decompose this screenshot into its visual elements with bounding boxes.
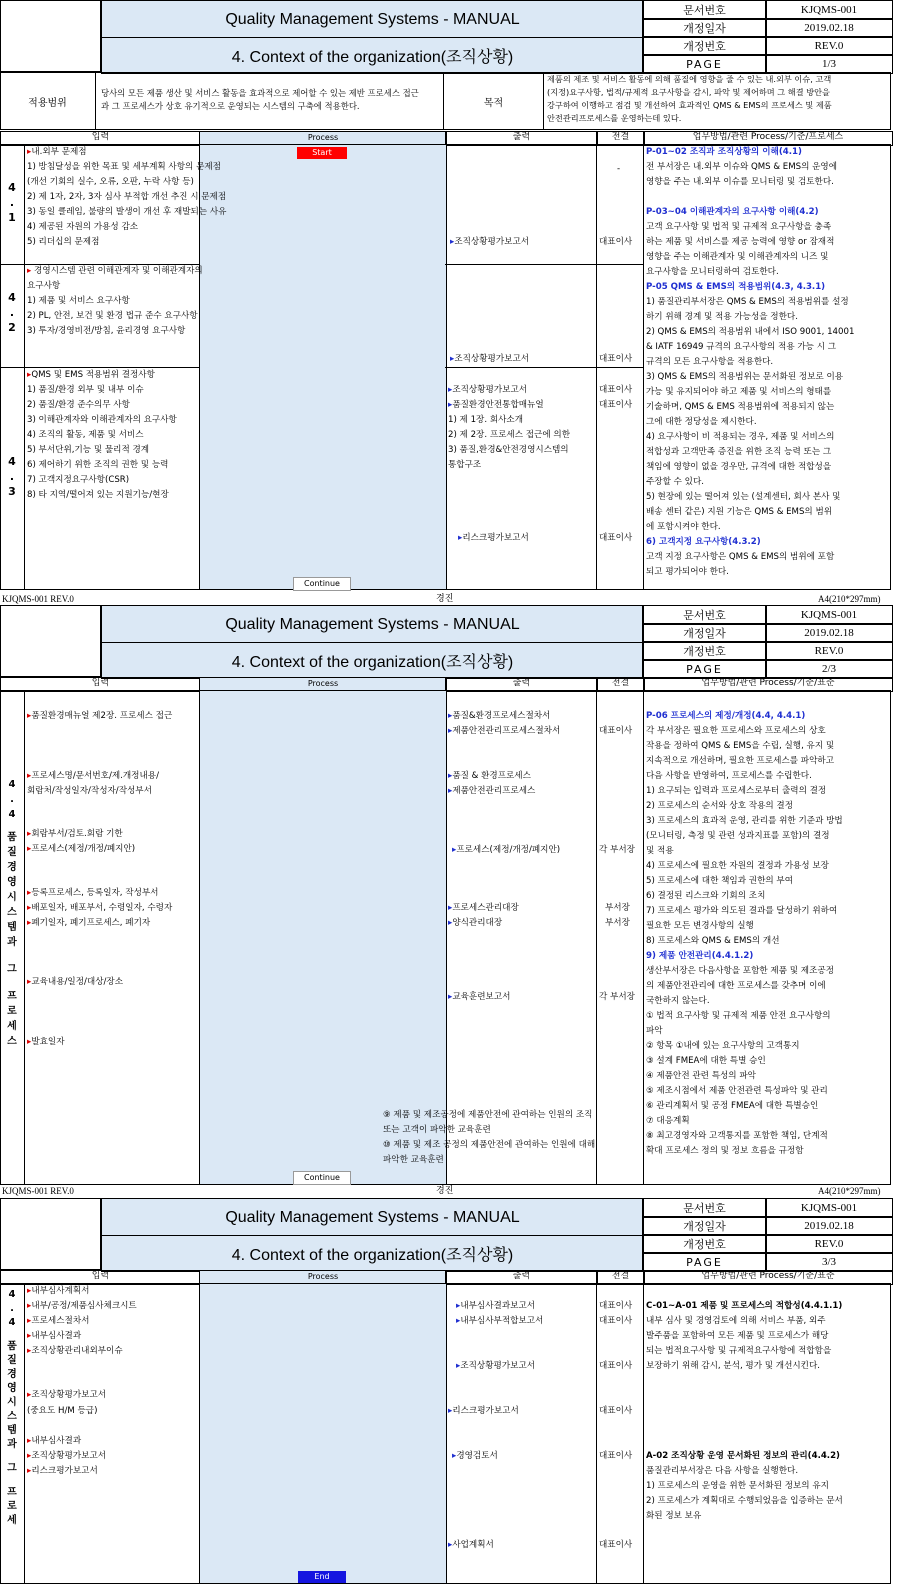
input-item: (개선 기회의 실수, 오류, 오판, 누락 사항 등) [27, 177, 194, 187]
approver: 대표이사 [599, 726, 633, 736]
col-process: Process [199, 131, 447, 146]
method-line: 8) 프로세스와 QMS & EMS의 개선 [646, 936, 780, 946]
approver: 대표이사 [599, 1451, 633, 1461]
method-line: 5) 프로세스에 대한 책임과 권한의 부여 [646, 876, 794, 886]
input-item: ▸내부/공정/제품심사체크시트 [27, 1301, 137, 1311]
method-line: 에 포함시켜야 한다. [646, 522, 721, 532]
input-item: ▸내부심사결과 [27, 1331, 82, 1341]
col-process: Process [199, 677, 447, 692]
section-4-1: 4 . 1 [8, 181, 16, 224]
output-item: ▸조직상황평가보고서 [456, 1361, 536, 1371]
revision-date-value: 2019.02.18 [765, 1216, 893, 1236]
method-line: 확대 프로세스 정의 및 정보 흐름을 규정함 [646, 1146, 804, 1156]
footer-right: A4(210*297mm) [818, 1186, 881, 1196]
input-item: ▸회람부서/검토.회람 기한 [27, 829, 123, 839]
input-item: ▸프로세스명/문서번호/제.개정내용/ [27, 771, 159, 781]
output-item: ▸사업계획서 [448, 1540, 494, 1550]
approver: 각 부서장 [599, 845, 635, 855]
col-method: 업무방법/관련 Process/기준/표준 [643, 1270, 893, 1285]
approver: 대표이사 [599, 385, 633, 395]
input-item: ▸내.외부 문제점 [27, 147, 87, 157]
purpose-label: 목적 [443, 72, 544, 130]
continue-button[interactable]: Continue [293, 577, 351, 591]
output-item: ▸내부심사결과보고서 [456, 1301, 536, 1311]
method-line: ④ 제품안전 관련 특성의 파악 [646, 1071, 756, 1081]
col-output: 출력 [445, 677, 598, 692]
input-item: ▸폐기일자, 폐기프로세스, 폐기자 [27, 918, 151, 928]
method-line: 2) QMS & EMS의 적용범위 내에서 ISO 9001, 14001 [646, 327, 855, 337]
page-label: PAGE [642, 659, 767, 679]
method-line: 2) 프로세스가 계획대로 수행되었음을 입증하는 문서 [646, 1496, 843, 1506]
revision-number-value: REV.0 [765, 36, 893, 56]
approver: 대표이사 [599, 1361, 633, 1371]
col-approve: 전결 [596, 1270, 645, 1285]
method-line: 하는 제품 및 서비스를 제공 능력에 영향 or 잠재적 [646, 237, 835, 247]
method-line: 기술하며, QMS & EMS 적용범위에 적용되지 않는 [646, 402, 835, 412]
approver: 대표이사 [599, 400, 633, 410]
scope-text-1: 당사의 모든 제품 생산 및 서비스 활동을 효과적으로 제어할 수 있는 제반 프로세스 접근 [101, 88, 419, 98]
training-note: 파악한 교육훈련 [383, 1155, 444, 1165]
output-item: ▸품질환경안전통합매뉴얼 [448, 400, 544, 410]
method-line: 국한하지 않는다. [646, 996, 710, 1006]
approver: 부서장 [605, 918, 630, 928]
approver: 대표이사 [599, 237, 633, 247]
input-item: ▸조직상황관리내외부이슈 [27, 1346, 123, 1356]
method-line: 5) 현장에 있는 떨어져 있는 (설계센터, 회사 본사 및 [646, 492, 841, 502]
input-item: 1) 품질/환경 외부 및 내부 이슈 [27, 385, 144, 395]
input-item: 3) 동일 클레임, 불량의 발생이 개선 후 재발되는 사유 [27, 207, 227, 217]
input-item: 회람처/작성일자/작성자/작성부서 [27, 786, 152, 796]
col-method: 업무방법/관련 Process/기준/표준 [643, 677, 893, 692]
revision-date-label: 개정일자 [642, 1216, 767, 1236]
method-line: 생산부서장은 다음사항을 포함한 제품 및 제조공정 [646, 966, 834, 976]
method-heading: A-02 조직상황 운영 문서화된 정보의 관리(4.4.2) [646, 1451, 840, 1461]
col-input: 입력 [0, 677, 201, 692]
method-line: 필요한 모든 변경사항의 실행 [646, 921, 754, 931]
output-item: ▸경영검토서 [452, 1451, 498, 1461]
method-line: ① 법적 요구사항 및 규제적 제품 안전 요구사항의 [646, 1011, 831, 1021]
method-line: 그에 대한 정당성을 제시한다. [646, 417, 757, 427]
input-item: 요구사항 [27, 281, 61, 291]
training-note: ⑩ 제품 및 제조 공정의 제품안전에 관여하는 인원에 대해 [383, 1140, 596, 1150]
output-item: ▸리스크평가보고서 [458, 533, 529, 543]
doc-number-value: KJQMS-001 [765, 1198, 893, 1218]
purpose-text-3: 강구하여 이행하고 점검 및 개선하여 효과적인 QMS & EMS의 프로세스 및 제품 [547, 100, 832, 110]
continue-button[interactable]: Continue [293, 1171, 351, 1185]
manual-subtitle: 4. Context of the organization(조직상황) [101, 37, 644, 74]
input-item: ▸프로세스(제정/개정/폐지안) [27, 844, 136, 854]
method-line: 2) 프로세스의 순서와 상호 작용의 결정 [646, 801, 794, 811]
method-line: 화된 정보 보유 [646, 1511, 702, 1521]
logo-cell [0, 605, 101, 677]
start-button[interactable]: Start [297, 147, 347, 159]
approver: 부서장 [605, 903, 630, 913]
input-item: 3) 투자/경영비전/방침, 윤리경영 요구사항 [27, 326, 186, 336]
section-4-3: 4 . 3 [8, 455, 16, 498]
method-line: 및 적용 [646, 846, 674, 856]
input-item: 3) 이해관계자와 이해관계자의 요구사항 [27, 415, 177, 425]
input-item: ▸리스크평가보고서 [27, 1466, 98, 1476]
footer-center: 경진 [436, 1185, 454, 1195]
method-line: 지속적으로 개선하며, 필요한 프로세스를 파악하고 [646, 756, 834, 766]
method-line: 영향을 주는 이해관계자 및 이해관계자의 니즈 및 [646, 252, 829, 262]
page-value: 1/3 [765, 54, 893, 74]
method-line: 작용을 정하여 QMS & EMS을 수립, 실행, 유지 및 [646, 741, 835, 751]
output-item: ▸품질&환경프로세스절차서 [448, 711, 551, 721]
method-line: 3) QMS & EMS의 적용범위는 문서화된 정보로 이용 [646, 372, 844, 382]
method-heading: P-05 QMS & EMS의 적용범위(4.3, 4.3.1) [646, 282, 826, 292]
input-item: 5) 리더십의 문제점 [27, 237, 100, 247]
output-item: 2) 제 2장. 프로세스 접근에 의한 [448, 430, 570, 440]
approver: 대표이사 [599, 1316, 633, 1326]
method-line: ⑦ 대응계획 [646, 1116, 690, 1126]
method-heading: P-06 프로세스의 제정/개정(4.4, 4.4.1) [646, 711, 806, 721]
approver: 각 부서장 [599, 992, 635, 1002]
purpose-text-4: 안전관리프로세스를 운영하는데 있다. [547, 113, 682, 123]
output-item: ▸교육훈련보고서 [448, 992, 511, 1002]
output-item: ▸조직상황평가보고서 [450, 354, 530, 364]
method-line: 주장할 수 있다. [646, 477, 705, 487]
revision-number-label: 개정번호 [642, 36, 767, 56]
revision-date-label: 개정일자 [642, 18, 767, 38]
doc-number-label: 문서번호 [642, 1198, 767, 1218]
revision-number-value: REV.0 [765, 1234, 893, 1254]
input-item: ▸배포일자, 배포부서, 수령일자, 수령자 [27, 903, 173, 913]
method-line: 고객 지정 요구사항은 QMS & EMS의 범위에 포함 [646, 552, 835, 562]
purpose-text-2: (지정)요구사항, 법적/규제적 요구사항을 감시, 파악 및 제어하며 그 해결 방안을 [547, 87, 830, 97]
training-note: ⑨ 제품 및 제조공정에 제품안전에 관여하는 인원의 조직 [383, 1110, 593, 1120]
method-line: 1) 품질관리부서장은 QMS & EMS의 적용범위를 설정 [646, 297, 849, 307]
manual-title: Quality Management Systems - MANUAL [101, 605, 644, 644]
input-item: 6) 제어하기 위한 조직의 권한 및 능력 [27, 460, 169, 470]
method-line: 3) 프로세스의 효과적 운영, 관리를 위한 기준과 방법 [646, 816, 843, 826]
output-item: ▸프로세스(제정/개정/폐지안) [452, 845, 561, 855]
revision-number-value: REV.0 [765, 641, 893, 661]
method-line: 다음 사항을 반영하여, 프로세스를 수립한다. [646, 771, 812, 781]
doc-number-label: 문서번호 [642, 605, 767, 625]
output-item: ▸내부심사부적합보고서 [456, 1316, 544, 1326]
method-heading: P-03~04 이해관계자의 요구사항 이해(4.2) [646, 207, 819, 217]
scope-label: 적용범위 [0, 72, 96, 130]
input-item: 8) 타 지역/떨어져 있는 지원기능/현장 [27, 490, 169, 500]
method-line: 요구사항을 모니터링하여 검토한다. [646, 267, 779, 277]
revision-date-value: 2019.02.18 [765, 18, 893, 38]
method-line: ② 항목 ①내에 있는 요구사항의 고객통지 [646, 1041, 800, 1051]
col-input: 입력 [0, 131, 201, 146]
method-line: 가능 및 유지되어야 하고 제품 및 서비스의 형태를 [646, 387, 832, 397]
input-item: 2) PL, 안전, 보건 및 환경 법규 준수 요구사항 [27, 311, 198, 321]
manual-page-3 [0, 1198, 901, 1586]
manual-title: Quality Management Systems - MANUAL [101, 1198, 644, 1237]
footer-left: KJQMS-001 REV.0 [2, 1186, 74, 1196]
scope-text-2: 과 그 프로세스가 상호 유기적으로 운영되는 시스템의 구축에 적용한다. [101, 101, 360, 111]
col-process: Process [199, 1270, 447, 1285]
method-line: 4) 요구사항이 비 적용되는 경우, 제품 및 서비스의 [646, 432, 835, 442]
revision-number-label: 개정번호 [642, 641, 767, 661]
manual-page-1 [0, 0, 901, 605]
method-line: 1) 요구되는 입력과 프로세스로부터 출력의 결정 [646, 786, 827, 796]
input-item: ▸내부심사결과 [27, 1436, 82, 1446]
method-heading: C-01~A-01 제품 및 프로세스의 적합성(4.4.1.1) [646, 1301, 843, 1311]
section-4-4: 4 . 4 품 질 경 영 시 스 템 과 그 프 로 세 스 [7, 779, 17, 1047]
input-item: 7) 고객지정요구사항(CSR) [27, 475, 130, 485]
output-item: ▸제품안전관리프로세스절차서 [448, 726, 561, 736]
input-item: ▸QMS 및 EMS 적용범위 결정사항 [27, 370, 155, 380]
method-line: 전 부서장은 내.외부 이슈와 QMS & EMS의 운영에 [646, 162, 838, 172]
section-4-2: 4 . 2 [8, 291, 16, 334]
approver: 대표이사 [599, 1406, 633, 1416]
footer-left: KJQMS-001 REV.0 [2, 594, 74, 604]
method-line: 발주품을 포함하여 모든 제품 및 프로세스가 해당 [646, 1331, 829, 1341]
output-item: ▸양식관리대장 [448, 918, 503, 928]
approver: 대표이사 [599, 1540, 633, 1550]
method-line: 되고 평가되어야 한다. [646, 567, 729, 577]
method-line: (모니터링, 측정 및 관련 성과지표를 포함)의 결정 [646, 831, 830, 841]
input-item: 4) 조직의 활동, 제품 및 서비스 [27, 430, 144, 440]
approver: 대표이사 [599, 533, 633, 543]
input-item: ▸발효일자 [27, 1037, 65, 1047]
purpose-text-1: 제품의 제조 및 서비스 활동에 의해 품질에 영향을 줄 수 있는 내.외부 이슈, 고객 [547, 74, 832, 84]
output-item: 1) 제 1장. 회사소개 [448, 415, 524, 425]
input-item: (중요도 H/M 등급) [27, 1406, 98, 1416]
input-item: 2) 품질/환경 준수의무 사항 [27, 400, 130, 410]
input-item: ▸교육내용/일정/대상/장소 [27, 977, 124, 987]
manual-subtitle: 4. Context of the organization(조직상황) [101, 642, 644, 679]
output-item: ▸제품안전관리프로세스 [448, 786, 536, 796]
output-item: ▸품질 & 환경프로세스 [448, 771, 531, 781]
col-approve: 전결 [596, 131, 645, 146]
method-line: ⑧ 최고경영자와 고객통지를 포함한 책임, 단계적 [646, 1131, 828, 1141]
output-item: ▸리스크평가보고서 [448, 1406, 519, 1416]
output-item: ▸조직상황평가보고서 [450, 237, 530, 247]
revision-number-label: 개정번호 [642, 1234, 767, 1254]
method-line: 책임에 영향이 없을 경우만, 규격에 대한 적합성을 [646, 462, 832, 472]
col-output: 출력 [445, 1270, 598, 1285]
method-line: 규격의 모든 요구사항을 적용한다. [646, 357, 774, 367]
manual-title: Quality Management Systems - MANUAL [101, 0, 644, 39]
output-item: ▸프로세스관리대장 [448, 903, 519, 913]
approver: 대표이사 [599, 1301, 633, 1311]
footer-center: 경진 [436, 593, 454, 603]
page-label: PAGE [642, 54, 767, 74]
method-line: 내부 심사 및 경영검토에 의해 서비스 부품, 외주 [646, 1316, 826, 1326]
method-line: 보장하기 위해 감시, 분석, 평가 및 개선시킨다. [646, 1361, 821, 1371]
col-output: 출력 [445, 131, 598, 146]
manual-subtitle: 4. Context of the organization(조직상황) [101, 1235, 644, 1272]
output-item: 3) 품질,환경&안전경영시스템의 [448, 445, 569, 455]
input-item: ▸프로세스절차서 [27, 1316, 90, 1326]
input-item: ▸등록프로세스, 등록일자, 작성부서 [27, 888, 159, 898]
input-item: 1) 방침달성을 위한 목표 및 세부계획 사항의 문제점 [27, 162, 221, 172]
page-value: 2/3 [765, 659, 893, 679]
input-item: ▸조직상황평가보고서 [27, 1451, 107, 1461]
input-item: ▸조직상황평가보고서 [27, 1390, 107, 1400]
end-button[interactable]: End [298, 1571, 346, 1583]
page-value: 3/3 [765, 1252, 893, 1272]
col-approve: 전결 [596, 677, 645, 692]
training-note: 또는 고객이 파악한 교육훈련 [383, 1125, 491, 1135]
output-item: ▸조직상황평가보고서 [448, 385, 528, 395]
method-line: 4) 프로세스에 필요한 자원의 결정과 가용성 보장 [646, 861, 829, 871]
method-line: ③ 설계 FMEA에 대한 특별 승인 [646, 1056, 766, 1066]
method-line: 되는 법적요구사항 및 규제적요구사항에 적합함을 [646, 1346, 832, 1356]
method-line: 각 부서장은 필요한 프로세스와 프로세스의 상호 [646, 726, 826, 736]
doc-number-label: 문서번호 [642, 0, 767, 20]
method-line: 1) 프로세스의 운영을 위한 문서화된 정보의 유지 [646, 1481, 829, 1491]
method-line: 6) 결정된 리스크와 기회의 조치 [646, 891, 766, 901]
col-method: 업무방법/관련 Process/기준/프로세스 [643, 131, 893, 146]
input-item: 5) 부서단위,기능 및 물리적 경계 [27, 445, 150, 455]
method-heading: 9) 제품 안전관리(4.4.1.2) [646, 951, 754, 961]
approver: - [617, 164, 621, 174]
input-item: ▸ 경영시스템 관련 이해관계자 및 이해관계자의 [27, 266, 203, 276]
output-item: 통합구조 [448, 460, 482, 470]
method-line: 하기 위해 경계 및 적용 가능성을 정한다. [646, 312, 798, 322]
revision-date-value: 2019.02.18 [765, 623, 893, 643]
revision-date-label: 개정일자 [642, 623, 767, 643]
method-line: 파악 [646, 1026, 663, 1036]
footer-right: A4(210*297mm) [818, 594, 881, 604]
manual-page-2 [0, 605, 901, 1195]
logo-cell [0, 1198, 101, 1270]
input-item: ▸내부심사계획서 [27, 1286, 90, 1296]
method-line: & IATF 16949 규격의 요구사항의 적용 가능 시 그 [646, 342, 837, 352]
method-heading: P-01~02 조직과 조직상황의 이해(4.1) [646, 147, 802, 157]
method-line: 고객 요구사항 및 법적 및 규제적 요구사항을 충족 [646, 222, 832, 232]
doc-number-value: KJQMS-001 [765, 605, 893, 625]
input-item: 1) 제품 및 서비스 요구사항 [27, 296, 130, 306]
method-line: ⑤ 제조시점에서 제품 안전관련 특성파악 및 관리 [646, 1086, 828, 1096]
method-line: 영향을 주는 내.외부 이슈를 모니터링 및 검토한다. [646, 177, 834, 187]
col-input: 입력 [0, 1270, 201, 1285]
section-4-4-cont: 4 . 4 품 질 경 영 시 스 템 과 그 프 로 세 [7, 1289, 17, 1526]
input-item: ▸품질환경매뉴얼 제2장. 프로세스 접근 [27, 711, 173, 721]
method-heading: 6) 고객지정 요구사항(4.3.2) [646, 537, 761, 547]
method-line: 배송 센터 같은) 지원 기능은 QMS & EMS의 범위 [646, 507, 833, 517]
input-item: 2) 제 1자, 2자, 3자 심사 부적합 개선 추진 시 문제점 [27, 192, 227, 202]
approver: 대표이사 [599, 354, 633, 364]
input-item: 4) 제공된 자원의 가용성 감소 [27, 222, 139, 232]
method-line: 적합성과 고객만족 증진을 위한 조직 능력 또는 그 [646, 447, 832, 457]
page-label: PAGE [642, 1252, 767, 1272]
method-line: 7) 프로세스 평가와 의도된 결과를 달성하기 위하여 [646, 906, 838, 916]
method-line: 품질관리부서장은 다음 사항을 실행한다. [646, 1466, 799, 1476]
doc-number-value: KJQMS-001 [765, 0, 893, 20]
method-line: 의 제품안전관리에 대한 프로세스를 갖추며 이에 [646, 981, 826, 991]
method-line: ⑥ 관리계획서 및 공정 FMEA에 대한 특별승인 [646, 1101, 819, 1111]
logo-cell [0, 0, 101, 72]
